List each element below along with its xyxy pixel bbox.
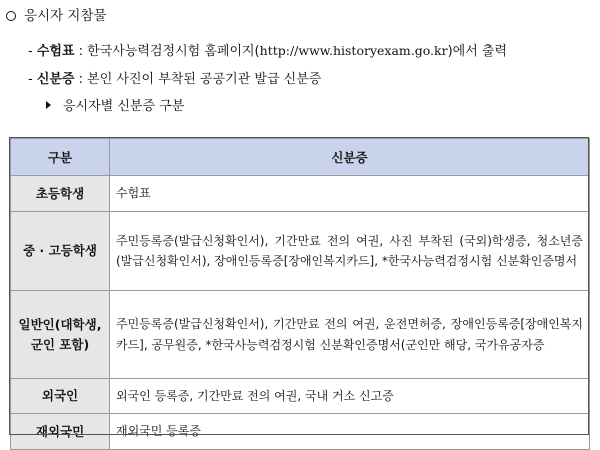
circle-bullet-icon [6, 11, 16, 21]
item-exam-ticket-label: 수험표 [36, 44, 75, 59]
table-header-category: 구분 [11, 139, 110, 176]
table-row-category: 외국인 [11, 379, 110, 414]
item-id-card-label: 신분증 [36, 72, 75, 87]
homepage-link[interactable]: http://www.historyexam.go.kr [259, 43, 448, 58]
table-row-value: 재외국민 등록증 [110, 414, 590, 450]
id-card-table [10, 138, 590, 450]
table-header-row [11, 139, 590, 176]
triangle-bullet-icon [46, 101, 51, 109]
table-row [11, 414, 590, 450]
item-exam-ticket: - 수험표 : 한국사능력검정시험 홈페이지(http://www.historyexam.go.kr)에서 출력 [28, 43, 508, 59]
section-heading [6, 7, 107, 25]
section-heading-text: 응시자 지참물 [24, 8, 107, 24]
table-row-category: 재외국민 [11, 414, 110, 450]
item-exam-ticket-text: 한국사능력검정시험 홈페이지( [87, 44, 260, 59]
table-row [11, 176, 590, 212]
table-row-category: 초등학생 [11, 176, 110, 212]
table-row-value: 외국인 등록증, 기간만료 전의 여권, 국내 거소 신고증 [110, 379, 590, 414]
table-row-value: 주민등록증(발급신청확인서), 기간만료 전의 여권, 사진 부착된 (국외)학생증, 청소년증(발급신청확인서), 장애인등록증[장애인복지카드], *한국사능력검정시험 신분확인증명서 [110, 212, 590, 291]
sub-item-text: 응시자별 신분증 구분 [63, 99, 185, 114]
item-id-card: - 신분증 : 본인 사진이 부착된 공공기관 발급 신분증 [28, 72, 322, 87]
sub-item [46, 98, 184, 116]
table-row-category: 일반인(대학생, 군인 포함) [11, 291, 110, 379]
item-id-card-text: 본인 사진이 부착된 공공기관 발급 신분증 [87, 72, 322, 87]
table-row [11, 291, 590, 379]
table-header-id: 신분증 [110, 139, 590, 176]
table-row-value: 주민등록증(발급신청확인서), 기간만료 전의 여권, 운전면허증, 장애인등록증[장애인복지카드], 공무원증, *한국사능력검정시험 신분확인증명서(군인만 해당, 국가유공자증 [110, 291, 590, 379]
table-row [11, 212, 590, 291]
item-exam-ticket-text-after: )에서 출력 [447, 44, 508, 59]
table-row [11, 379, 590, 414]
table-row-category: 중 · 고등학생 [11, 212, 110, 291]
table-row-value: 수험표 [110, 176, 590, 212]
